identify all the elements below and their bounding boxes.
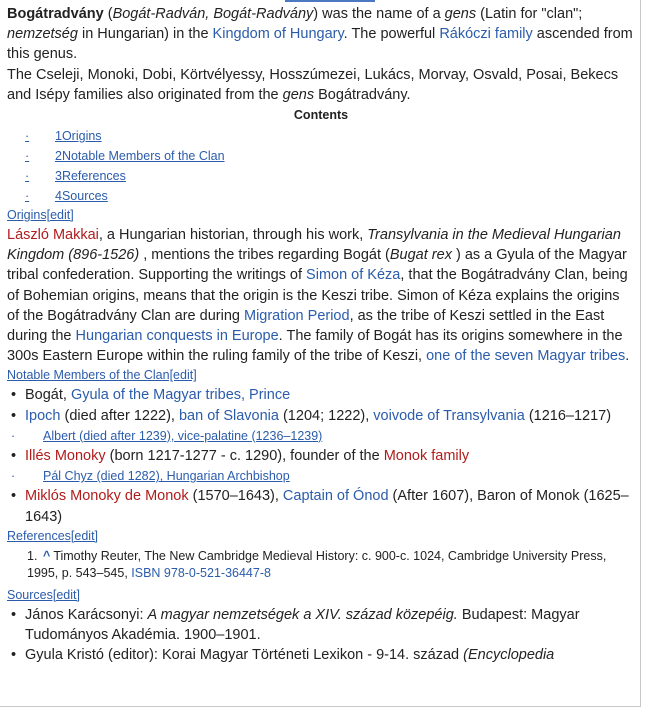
toc-label: 4Sources xyxy=(55,189,108,204)
toc-label: 3References xyxy=(55,169,126,184)
migration-period-link[interactable]: Migration Period xyxy=(243,307,350,324)
origins-text: , a Hungarian historian, through his work, xyxy=(98,227,368,244)
families-text: The Cseleji, Monoki, Dobi, Körtvélyessy, Hosszúmezei, Lukács, Morvay, Osvald, Posai, Bekecs and Isépy families also originated from the xyxy=(7,66,619,103)
toc-bullet: · xyxy=(25,189,30,204)
member-text: (1216–1217) xyxy=(524,407,612,424)
list-item xyxy=(7,385,635,405)
monok-family-link[interactable]: Monok family xyxy=(383,448,470,465)
intro-text: (Latin for "clan"; xyxy=(476,6,583,22)
seven-magyar-tribes-link[interactable]: one of the seven Magyar tribes xyxy=(426,348,626,365)
source-text: Budapest: Magyar Tudományos Akadémia. 1900–1901. xyxy=(25,606,580,644)
member-name: Bogát, xyxy=(25,387,71,404)
captain-of-onod-link[interactable]: Captain of Ónod xyxy=(282,488,389,505)
sources-heading-link[interactable]: Sources[edit] xyxy=(7,587,80,602)
intro-text: was the name of a xyxy=(318,6,445,22)
origins-text: , that the Bogátradvány Clan, being of Bohemian origins, means that the origin is the Keszi tribe. Simon of Kéza explains the origins of the Bogátradvány Clan are during xyxy=(7,267,628,324)
article-body xyxy=(7,4,635,665)
toc-item-notable-members[interactable] xyxy=(25,146,635,166)
nemzetseg-term: nemzetség xyxy=(7,26,78,43)
intro-text: ascended from this genus. xyxy=(7,26,633,63)
member-text: (born 1217-1277 - c. 1290), founder of the xyxy=(105,448,384,465)
source-text: Gyula Kristó (editor): Korai Magyar Történeti Lexikon - 9-14. század xyxy=(25,647,464,664)
origins-paragraph xyxy=(7,225,635,366)
gens-term: gens xyxy=(282,86,315,103)
alt-names: Bogát-Radván, Bogát-Radvány xyxy=(112,6,314,22)
member-text: (1204; 1222), xyxy=(278,407,374,424)
source-title: (Encyclopedia xyxy=(463,647,555,664)
book-title: Transylvania in the Medieval Hungarian Kingdom (896-1526) xyxy=(7,227,621,264)
origins-text: , mentions the tribes regarding Bogát ( xyxy=(139,247,390,264)
toc-item-sources[interactable] xyxy=(25,186,635,206)
list-item-pal-chyz-link[interactable] xyxy=(7,466,635,486)
rakoczi-family-link[interactable]: Rákóczi family xyxy=(439,26,533,43)
intro-text: in Hungarian) in the xyxy=(77,26,213,43)
source-title: A magyar nemzetségek a XIV. század közepéig. xyxy=(147,606,458,623)
toc-item-origins[interactable] xyxy=(25,126,635,146)
reference-text: Timothy Reuter, The New Cambridge Medieval History: c. 900-c. 1024, Cambridge University Press, 1995, p. 543–545, xyxy=(27,548,607,581)
toc-bullet: · xyxy=(25,149,30,164)
backlink-caret[interactable]: ^ xyxy=(43,548,51,563)
families-paragraph xyxy=(7,65,635,105)
member-text: (died after 1222), xyxy=(60,407,179,424)
toc-label: 1Origins xyxy=(55,129,102,144)
origins-text: , as the tribe of Keszi settled in the East during the xyxy=(7,307,605,345)
list-item xyxy=(7,605,635,645)
hungarian-conquests-link[interactable]: Hungarian conquests in Europe xyxy=(75,328,279,345)
origins-heading-link[interactable]: Origins[edit] xyxy=(7,208,74,223)
member-text: Pál Chyz (died 1282), Hungarian Archbishop xyxy=(43,469,290,484)
ban-of-slavonia-link[interactable]: ban of Slavonia xyxy=(178,407,279,424)
list-item-albert-link[interactable] xyxy=(7,426,635,446)
reference-number: 1. xyxy=(27,548,38,563)
miklos-monoky-link[interactable]: Miklós Monoky de Monok xyxy=(25,488,189,505)
intro-text: . The powerful xyxy=(343,26,440,43)
toc-bullet: · xyxy=(25,169,30,184)
laszlo-makkai-link[interactable]: László Makkai xyxy=(7,227,99,244)
isbn-link[interactable]: ISBN 978-0-521-36447-8 xyxy=(131,566,271,581)
ipoch-link[interactable]: Ipoch xyxy=(25,407,61,424)
toc-bullet: · xyxy=(25,129,30,144)
references-heading-link[interactable]: References[edit] xyxy=(7,528,99,543)
gyula-link[interactable]: Gyula of the Magyar tribes, Prince xyxy=(70,387,291,404)
origins-text: . The family of Bogát has its origins somewhere in the 300s Eastern Europe within the ruling family of the tribe of Keszi, xyxy=(7,328,623,365)
article-title-word: Bogátradvány xyxy=(7,6,104,22)
reference-item xyxy=(7,548,635,583)
families-text: Bogátradvány. xyxy=(314,86,411,103)
list-item xyxy=(7,645,635,665)
list-item xyxy=(7,446,635,466)
toc-title: Contents xyxy=(293,108,349,123)
source-author: János Karácsonyi: xyxy=(25,606,148,623)
toc-item-references[interactable] xyxy=(25,166,635,186)
scroll-indicator xyxy=(285,0,375,2)
illes-monoky-link[interactable]: Illés Monoky xyxy=(25,448,106,465)
bugat-term: Bugat rex xyxy=(389,247,452,264)
toc-label: 2Notable Members of the Clan xyxy=(55,149,225,164)
origins-text: . xyxy=(625,348,630,365)
simon-of-keza-link[interactable]: Simon of Kéza xyxy=(306,267,401,284)
member-text: (1570–1643), xyxy=(188,488,283,505)
member-text: (After 1607), Baron of Monok (1625–1643) xyxy=(25,488,629,525)
list-item xyxy=(7,406,635,426)
gens-term: gens xyxy=(444,6,477,22)
voivode-link[interactable]: voivode of Transylvania xyxy=(373,407,525,424)
intro-paragraph: Bogátradvány (Bogát-Radván, Bogát-Radvány) was the name of a gens (Latin for "clan"; nemzetség in Hungarian) in the Kingdom of Hungary. The powerful Rákóczi family ascended from this genus. xyxy=(7,6,633,63)
kingdom-of-hungary-link[interactable]: Kingdom of Hungary xyxy=(212,26,344,43)
list-item xyxy=(7,486,635,526)
origins-text: ) as a Gyula of the Magyar tribal confederation. Supporting the writings of xyxy=(7,247,627,284)
notable-members-heading-link[interactable]: Notable Members of the Clan[edit] xyxy=(7,368,197,383)
member-text: Albert (died after 1239), vice-palatine (1236–1239) xyxy=(43,428,323,443)
